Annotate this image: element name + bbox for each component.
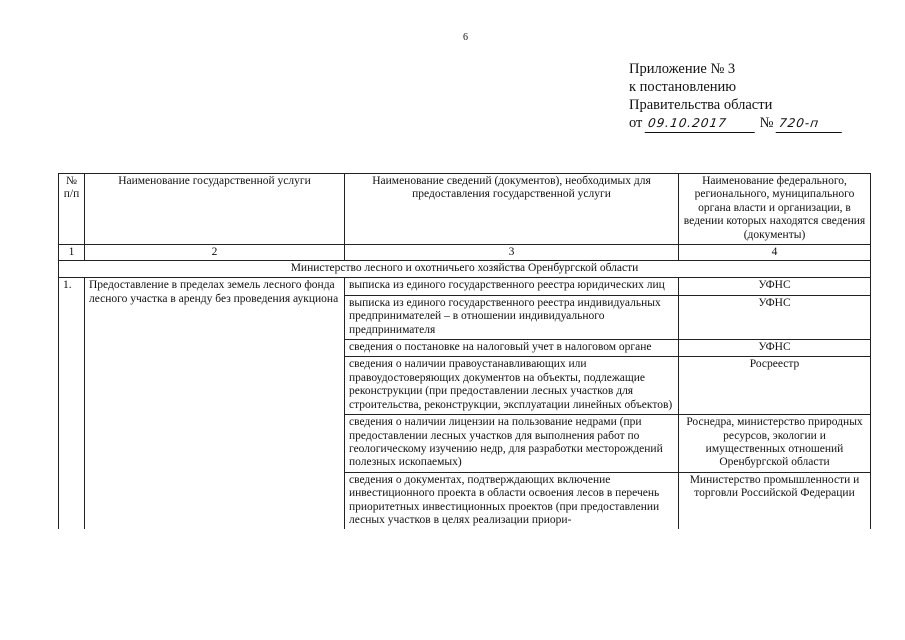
table-header-row bbox=[59, 174, 871, 245]
number-label: № bbox=[759, 115, 774, 131]
appendix-header bbox=[629, 60, 843, 133]
header-number: № п/п bbox=[59, 174, 85, 245]
appendix-subtitle: к постановлению bbox=[629, 79, 737, 95]
handwritten-date: 09.10.2017 bbox=[645, 114, 758, 133]
appendix-issuer: Правительства области bbox=[629, 97, 773, 113]
column-number: 2 bbox=[85, 245, 345, 261]
document-cell: сведения о документах, подтверждающих включение инвестиционного проекта в области освоения лесов в перечень приоритетных инвестиционных проектов (при предоставлении лесных участков в целях реализации приори- bbox=[345, 472, 679, 529]
document-cell: сведения о постановке на налоговый учет в налоговом органе bbox=[345, 340, 679, 357]
authority-cell: Роснедра, министерство природных ресурсов, экологии и имущественных отношений Оренбургской области bbox=[679, 415, 871, 473]
document-cell: выписка из единого государственного реестра юридических лиц bbox=[345, 278, 679, 295]
header-service: Наименование государственной услуги bbox=[85, 174, 345, 245]
column-number-row bbox=[59, 245, 871, 261]
column-number: 4 bbox=[679, 245, 871, 261]
authority-cell: Министерство промышленности и торговли Российской Федерации bbox=[679, 472, 871, 529]
appendix-title: Приложение № 3 bbox=[629, 61, 736, 77]
page-number: 6 bbox=[463, 32, 468, 43]
column-number: 1 bbox=[59, 245, 85, 261]
handwritten-number: 720-п bbox=[776, 114, 845, 133]
services-table bbox=[58, 173, 871, 529]
document-cell: сведения о наличии правоустанавливающих или правоудостоверяющих документов на объекты, подлежащие реконструкции (при предоставлении лесных участков для строительства, реконструкции, эксплуатации линейных объектов) bbox=[345, 357, 679, 415]
column-number: 3 bbox=[345, 245, 679, 261]
authority-cell: УФНС bbox=[679, 340, 871, 357]
service-name: Предоставление в пределах земель лесного фонда лесного участка в аренду без проведения аукциона bbox=[85, 278, 345, 529]
document-cell: выписка из единого государственного реестра индивидуальных предпринимателей – в отношении индивидуального предпринимателя bbox=[345, 295, 679, 339]
header-authority: Наименование федерального, регионального, муниципального органа власти и организации, в ведении которых находятся сведения (документы) bbox=[679, 174, 871, 245]
header-documents: Наименование сведений (документов), необходимых для предоставления государственной услуги bbox=[345, 174, 679, 245]
from-label: от bbox=[629, 115, 643, 131]
authority-cell: Росреестр bbox=[679, 357, 871, 415]
authority-cell: УФНС bbox=[679, 295, 871, 339]
ministry-name: Министерство лесного и охотничьего хозяйства Оренбургской области bbox=[59, 261, 871, 278]
service-number: 1. bbox=[59, 278, 85, 529]
appendix-date-line bbox=[629, 114, 843, 133]
authority-cell: УФНС bbox=[679, 278, 871, 295]
document-cell: сведения о наличии лицензии на пользование недрами (при предоставлении лесных участков для выполнения работ по геологическому изучению недр, для разработки месторождений полезных ископаемых) bbox=[345, 415, 679, 473]
table-row bbox=[59, 278, 871, 295]
ministry-row bbox=[59, 261, 871, 278]
